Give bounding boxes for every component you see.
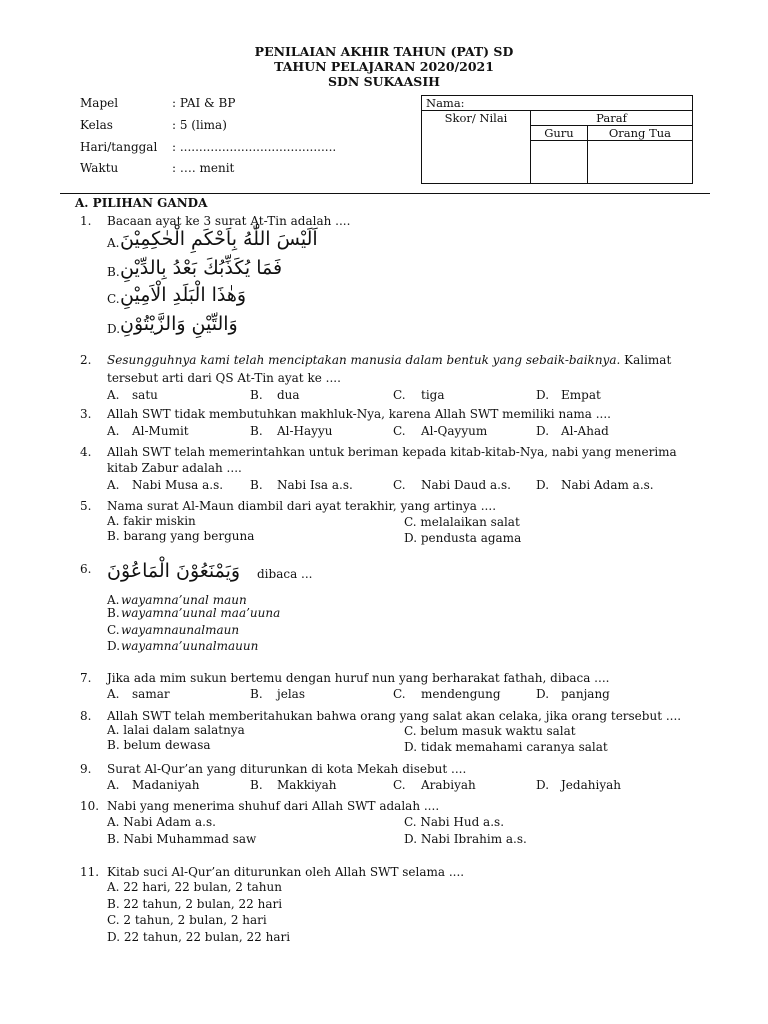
q3-option-b-label: B. (250, 424, 263, 438)
q6-option-b[interactable]: wayamna’uunal maa’uuna (121, 606, 281, 620)
q5-text: Nama surat Al-Maun diambil dari ayat terakhir, yang artinya .... (107, 499, 497, 513)
q2-option-d[interactable]: Empat (561, 388, 601, 402)
q6-option-d[interactable]: wayamna’uunalmauun (121, 639, 259, 653)
q2-text (107, 353, 671, 367)
q6-option-c[interactable]: wayamnaunalmaun (121, 623, 240, 637)
q9-option-c[interactable]: Arabiyah (421, 778, 476, 792)
q9-text: Surat Al-Qur’an yang diturunkan di kota Mekah disebut .... (107, 762, 467, 776)
q8-text: Allah SWT telah memberitahukan bahwa orang yang salat akan celaka, jika orang tersebut .... (107, 709, 682, 723)
q3-option-d-label: D. (536, 424, 550, 438)
q4-option-d-label: D. (536, 478, 550, 492)
info-value-waktu: : …. menit (172, 161, 235, 175)
exam-title: PENILAIAN AKHIR TAHUN (PAT) SD (254, 44, 514, 59)
q11-text: Kitab suci Al-Qur’an diturunkan oleh Allah SWT selama .... (107, 865, 465, 879)
score-guru-sign (531, 141, 588, 184)
q6-arabic: وَيَمْنَعُوْنَ الْمَاعُوْنَ (107, 560, 241, 582)
q2-option-c[interactable]: tiga (421, 388, 445, 402)
q1-option-c-label: C. (107, 292, 120, 306)
q11-option-c[interactable]: C. 2 tahun, 2 bulan, 2 hari (107, 913, 267, 927)
q7-option-d-label: D. (536, 687, 550, 701)
info-value-hari: : ......................................... (172, 140, 337, 154)
q2-option-a[interactable]: satu (132, 388, 158, 402)
q1-option-a[interactable]: اَلَيْسَ اللّٰهُ بِاَحْكَمِ الْحٰكِمِيْنَ (120, 228, 318, 250)
q1-text: Bacaan ayat ke 3 surat At-Tin adalah .... (107, 214, 351, 228)
q6-suffix: dibaca ... (257, 567, 313, 581)
q9-option-d-label: D. (536, 778, 550, 792)
q4-number: 4. (80, 445, 92, 459)
q11-option-a[interactable]: A. 22 hari, 22 bulan, 2 tahun (107, 880, 282, 894)
q8-option-a[interactable]: A. lalai dalam salatnya (107, 723, 245, 737)
q1-number: 1. (80, 214, 92, 228)
q7-option-b-label: B. (250, 687, 263, 701)
q3-option-c-label: C. (393, 424, 406, 438)
q11-option-b[interactable]: B. 22 tahun, 2 bulan, 22 hari (107, 897, 283, 911)
info-label-waktu: Waktu (80, 161, 119, 175)
q9-option-c-label: C. (393, 778, 406, 792)
q3-number: 3. (80, 407, 92, 421)
q4-text: Allah SWT telah memerintahkan untuk beriman kepada kitab-kitab-Nya, nabi yang menerima (107, 445, 677, 459)
q7-option-d[interactable]: panjang (561, 687, 610, 701)
q4-option-a-label: A. (107, 478, 120, 492)
q6-option-c-label: C. (107, 623, 120, 637)
q6-option-d-label: D. (107, 639, 121, 653)
q1-option-c[interactable]: وَهٰذَا الْبَلَدِ الْاَمِيْنِ (120, 284, 247, 306)
q3-option-b[interactable]: Al-Hayyu (277, 424, 333, 438)
section-title: A. PILIHAN GANDA (75, 196, 208, 210)
q7-number: 7. (80, 671, 92, 685)
q5-option-a[interactable]: A. fakir miskin (107, 514, 196, 528)
q3-option-a-label: A. (107, 424, 120, 438)
q9-number: 9. (80, 762, 92, 776)
info-label-mapel: Mapel (80, 96, 119, 110)
q4-option-c[interactable]: Nabi Daud a.s. (421, 478, 511, 492)
q10-option-c[interactable]: C. Nabi Hud a.s. (404, 815, 505, 829)
q1-option-b-label: B. (107, 265, 120, 279)
info-label-hari: Hari/tanggal (80, 140, 158, 154)
q4-text-line2: kitab Zabur adalah .... (107, 461, 242, 475)
q4-option-d[interactable]: Nabi Adam a.s. (561, 478, 654, 492)
q1-option-b[interactable]: فَمَا يُكَذِّبُكَ بَعْدُ بِالدِّيْنِ (120, 257, 283, 279)
q3-option-a[interactable]: Al-Mumit (132, 424, 189, 438)
q10-option-a[interactable]: A. Nabi Adam a.s. (107, 815, 216, 829)
q9-option-a[interactable]: Madaniyah (132, 778, 200, 792)
q9-option-a-label: A. (107, 778, 120, 792)
q3-option-d[interactable]: Al-Ahad (561, 424, 609, 438)
score-orang-tua-sign (587, 141, 692, 184)
q9-option-b[interactable]: Makkiyah (277, 778, 337, 792)
q2-option-b-label: B. (250, 388, 263, 402)
q4-option-a[interactable]: Nabi Musa a.s. (132, 478, 224, 492)
q2-option-d-label: D. (536, 388, 550, 402)
q5-option-b[interactable]: B. barang yang berguna (107, 529, 255, 543)
q7-option-c[interactable]: mendengung (421, 687, 501, 701)
q5-number: 5. (80, 499, 92, 513)
q8-option-c[interactable]: C. belum masuk waktu salat (404, 724, 576, 738)
score-skor: Skor/ Nilai (422, 111, 531, 184)
info-value-mapel: : PAI & BP (172, 96, 236, 110)
q8-option-d[interactable]: D. tidak memahami caranya salat (404, 740, 608, 754)
q4-option-b-label: B. (250, 478, 263, 492)
q10-text: Nabi yang menerima shuhuf dari Allah SWT adalah .... (107, 799, 440, 813)
q1-option-d[interactable]: وَالتِّيْنِ وَالزَّيْتُوْنِ (120, 313, 238, 335)
q5-option-c[interactable]: C. melalaikan salat (404, 515, 520, 529)
score-nama: Nama: (422, 96, 693, 111)
q11-number: 11. (80, 865, 100, 879)
q9-option-d[interactable]: Jedahiyah (561, 778, 621, 792)
school-name: SDN SUKAASIH (327, 74, 440, 89)
score-box (421, 95, 693, 184)
q11-option-d[interactable]: D. 22 tahun, 22 bulan, 22 hari (107, 930, 291, 944)
info-value-kelas: : 5 (lima) (172, 118, 227, 132)
q2-text-line2: tersebut arti dari QS At-Tin ayat ke .... (107, 371, 341, 385)
q2-text-italic: Sesungguhnya kami telah menciptakan manusia dalam bentuk yang sebaik-baiknya. (107, 353, 621, 367)
q2-option-b[interactable]: dua (277, 388, 300, 402)
q8-option-b[interactable]: B. belum dewasa (107, 738, 211, 752)
q6-option-a-label: A. (107, 593, 120, 607)
score-guru: Guru (531, 126, 588, 141)
q3-text: Allah SWT tidak membutuhkan makhluk-Nya, karena Allah SWT memiliki nama .... (107, 407, 611, 421)
q10-number: 10. (80, 799, 100, 813)
q2-option-c-label: C. (393, 388, 406, 402)
q4-option-b[interactable]: Nabi Isa a.s. (277, 478, 353, 492)
q7-option-b[interactable]: jelas (277, 687, 305, 701)
q1-option-d-label: D. (107, 322, 121, 336)
q2-option-a-label: A. (107, 388, 120, 402)
q1-option-a-label: A. (107, 236, 120, 250)
q7-option-c-label: C. (393, 687, 406, 701)
q9-option-b-label: B. (250, 778, 263, 792)
q7-option-a[interactable]: samar (132, 687, 170, 701)
q2-number: 2. (80, 353, 92, 367)
q10-option-b[interactable]: B. Nabi Muhammad saw (107, 832, 257, 846)
q6-number: 6. (80, 562, 92, 576)
score-paraf: Paraf (531, 111, 693, 126)
q6-option-a[interactable]: wayamna’unal maun (121, 593, 247, 607)
q7-text: Jika ada mim sukun bertemu dengan huruf nun yang berharakat fathah, dibaca .... (107, 671, 610, 685)
q4-option-c-label: C. (393, 478, 406, 492)
q6-option-b-label: B. (107, 606, 120, 620)
q2-text-rest: Kalimat (620, 353, 672, 367)
q7-option-a-label: A. (107, 687, 120, 701)
score-orang-tua: Orang Tua (587, 126, 692, 141)
info-label-kelas: Kelas (80, 118, 113, 132)
academic-year: TAHUN PELAJARAN 2020/2021 (274, 59, 494, 74)
q8-number: 8. (80, 709, 92, 723)
q3-option-c[interactable]: Al-Qayyum (421, 424, 488, 438)
q10-option-d[interactable]: D. Nabi Ibrahim a.s. (404, 832, 527, 846)
section-divider (60, 193, 710, 194)
q5-option-d[interactable]: D. pendusta agama (404, 531, 522, 545)
